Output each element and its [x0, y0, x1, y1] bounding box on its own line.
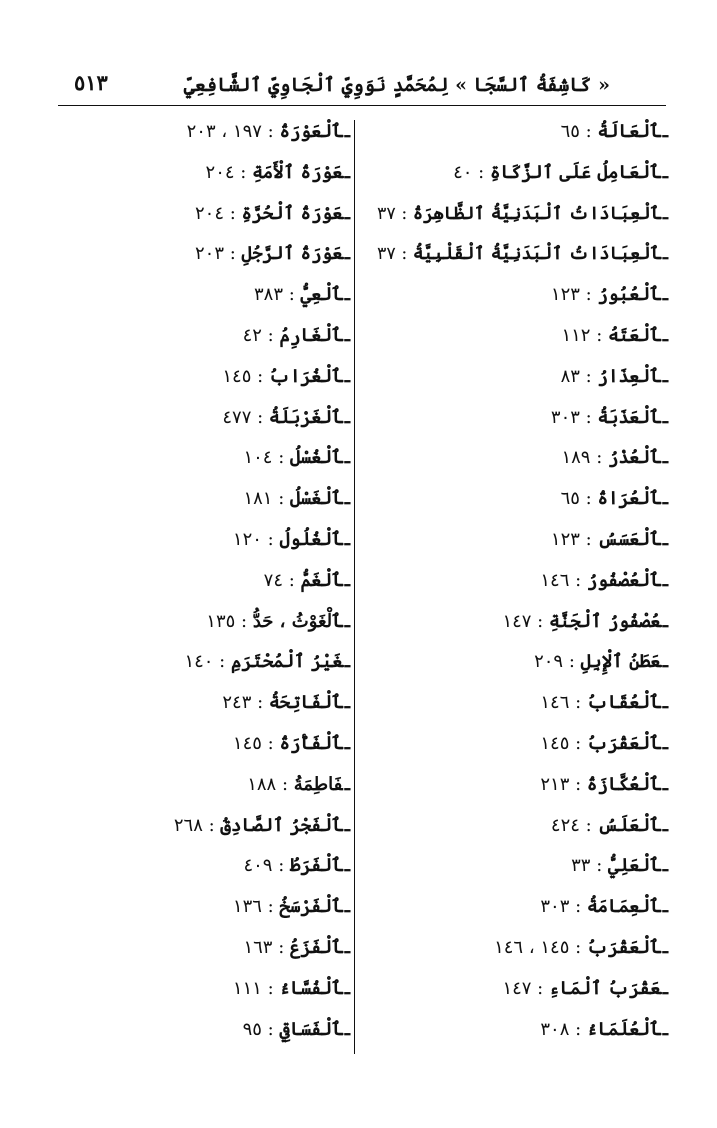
entry-pages: ١٢٣: [550, 528, 580, 550]
index-entry: [170, 479, 350, 520]
entry-term: ٱلْعَلِيُّ: [607, 855, 661, 877]
entry-separator: :: [272, 855, 290, 877]
entry-term: ٱلْعِمَامَةُ: [586, 896, 661, 918]
index-entry: [170, 765, 350, 806]
entry-dash: ـ: [344, 651, 350, 673]
entry-term: ٱلْعِيُّ: [300, 284, 343, 306]
entry-term: ٱلْعَقْرَبُ: [586, 936, 661, 958]
index-entry: [372, 846, 668, 887]
page-number: ٥١٣: [74, 70, 108, 95]
index-entry: [372, 1010, 668, 1051]
index-entry: [372, 112, 668, 153]
entry-term: ٱلْعَامِلُ عَلَى ٱلزَّكَاةِ: [489, 161, 661, 183]
entry-term: ٱلْعُقَابُ: [586, 692, 661, 714]
entry-separator: :: [472, 161, 490, 183]
entry-term: ٱلْعُرَاةُ: [597, 488, 661, 510]
entry-dash: ـ: [344, 161, 350, 183]
entry-pages: ١٢٠: [232, 528, 262, 550]
entry-term: ٱلْعُكَّازَةُ: [586, 773, 661, 795]
entry-pages: ١٢٣: [550, 284, 580, 306]
index-entry: [372, 438, 668, 479]
entry-term: ٱلْفَسَاقِي: [279, 1018, 343, 1040]
entry-pages: ٢٠٣: [194, 243, 224, 265]
entry-dash: ـ: [662, 773, 668, 795]
entry-separator: :: [261, 1018, 280, 1040]
entry-term: ٱلْفَرْسَخُ: [279, 896, 343, 918]
index-entry: [170, 846, 350, 887]
entry-pages: ٢٠٤: [205, 161, 235, 183]
entry-separator: :: [261, 324, 280, 346]
entry-separator: :: [579, 528, 598, 550]
index-entry: [372, 642, 668, 683]
entry-separator: :: [579, 814, 598, 836]
entry-dash: ـ: [662, 324, 668, 346]
entry-dash: ـ: [344, 896, 350, 918]
index-entry: [372, 969, 668, 1010]
entry-pages: ١٠٤: [243, 447, 273, 469]
entry-pages: ١٣٥: [206, 610, 236, 632]
entry-pages: ١٤٦: [540, 692, 570, 714]
index-entry: [170, 357, 350, 398]
index-entry: [372, 316, 668, 357]
entry-pages: ٩٥: [242, 1018, 262, 1040]
entry-term: ٱلْغُسْلُ: [289, 447, 343, 469]
entry-term: ٱلْعَلَسُ: [597, 814, 661, 836]
entry-dash: ـ: [662, 855, 668, 877]
entry-term: عَقْرَبُ ٱلْمَاءِ: [548, 977, 661, 999]
entry-pages: ١٣٦: [232, 896, 262, 918]
entry-term: ٱلْفَاتِحَةُ: [268, 692, 343, 714]
index-entry: [170, 194, 350, 235]
entry-term: ٱلْعَسَسُ: [597, 528, 661, 550]
entry-term: ٱلْغَسْلُ: [289, 488, 343, 510]
entry-term: ٱلْعِبَادَاتُ ٱلْبَدَنِيَّةُ ٱلْقَلْبِيَّةُ: [412, 244, 661, 265]
entry-term: عَوْرَةُ ٱلْأَمَةِ: [252, 161, 343, 183]
entry-separator: :: [579, 406, 598, 428]
entry-term: ٱلْعُبُورُ: [597, 284, 661, 306]
entry-term: ٱلْعُلَمَاءُ: [586, 1018, 661, 1040]
entry-dash: ـ: [662, 447, 668, 469]
entry-separator: :: [569, 569, 587, 591]
entry-pages: ٢٤٣: [222, 692, 252, 714]
index-entry: [170, 683, 350, 724]
entry-dash: ـ: [344, 528, 350, 550]
entry-dash: ـ: [662, 610, 668, 632]
entry-separator: :: [224, 202, 242, 224]
index-entry: [170, 724, 350, 765]
entry-pages: ٧٤: [263, 569, 284, 591]
entry-dash: ـ: [662, 161, 668, 183]
entry-separator: :: [261, 528, 280, 550]
entry-pages: ٣٠٣: [540, 896, 570, 918]
index-entry: [170, 438, 350, 479]
index-entry: [372, 479, 668, 520]
index-entry: [170, 112, 350, 153]
entry-dash: ـ: [344, 243, 350, 265]
entry-term: ٱلْغُرَابُ: [268, 365, 343, 387]
entry-term: ٱلْفَأْرَةُ: [279, 732, 343, 754]
entry-pages: ٣٣: [571, 855, 591, 877]
entry-separator: :: [283, 284, 301, 306]
index-entry: [170, 275, 350, 316]
entry-separator: :: [531, 610, 549, 632]
entry-separator: :: [590, 324, 608, 346]
entry-separator: :: [261, 896, 280, 918]
entry-dash: ـ: [344, 284, 350, 306]
index-entry: [170, 887, 350, 928]
entry-term: ٱلْفَزَعُ: [289, 936, 343, 958]
entry-dash: ـ: [344, 406, 350, 428]
entry-dash: ـ: [344, 814, 350, 836]
entry-pages: ٤٢٤: [550, 814, 580, 836]
index-entry: [372, 724, 668, 765]
index-entry: [372, 275, 668, 316]
entry-separator: :: [395, 244, 413, 265]
entry-pages: ١٨٨: [247, 773, 277, 795]
entry-pages: ١٤٥: [540, 732, 570, 754]
entry-term: ٱلْغَرْبَلَةُ: [268, 406, 343, 428]
entry-separator: :: [251, 406, 269, 428]
entry-dash: ـ: [662, 692, 668, 714]
entry-dash: ـ: [662, 203, 668, 224]
entry-dash: ـ: [344, 773, 350, 795]
entry-dash: ـ: [344, 202, 350, 224]
entry-dash: ـ: [344, 977, 350, 999]
entry-dash: ـ: [344, 324, 350, 346]
entry-separator: :: [569, 896, 587, 918]
entry-separator: :: [272, 447, 290, 469]
entry-dash: ـ: [344, 692, 350, 714]
index-entry: [170, 1010, 350, 1051]
entry-pages: ٤٠٩: [243, 855, 273, 877]
index-entry: [372, 928, 668, 969]
entry-dash: ـ: [344, 610, 350, 632]
entry-separator: :: [579, 365, 598, 387]
entry-separator: :: [579, 488, 598, 510]
index-entry: [170, 153, 350, 194]
entry-separator: :: [283, 569, 301, 591]
entry-pages: ١٤٥ ، ١٤٦: [494, 936, 570, 958]
entry-separator: :: [569, 773, 587, 795]
entry-pages: ٣٧: [376, 244, 396, 265]
entry-dash: ـ: [344, 447, 350, 469]
index-entry: [372, 561, 668, 602]
entry-pages: ٢٠٤: [194, 202, 224, 224]
index-entry: [170, 602, 350, 643]
entry-separator: :: [579, 121, 598, 142]
entry-separator: :: [224, 243, 242, 265]
index-entry: [372, 806, 668, 847]
entry-separator: :: [251, 365, 269, 387]
entry-pages: ١١٢: [561, 324, 591, 346]
entry-pages: ٤٢: [242, 324, 262, 346]
index-entry: [170, 234, 350, 275]
entry-separator: :: [569, 692, 587, 714]
index-entry: [170, 398, 350, 439]
entry-dash: ـ: [344, 488, 350, 510]
entry-separator: :: [261, 732, 280, 754]
entry-pages: ٢١٣: [540, 773, 570, 795]
entry-term: غَيْرُ ٱلْمُحْتَرَمِ: [230, 651, 343, 673]
entry-term: ٱلْعَقْرَبُ: [586, 732, 661, 754]
entry-term: ٱلْعِبَادَاتُ ٱلْبَدَنِيَّةُ ٱلظَّاهِرَةُ: [412, 203, 661, 224]
entry-separator: :: [235, 610, 253, 632]
entry-dash: ـ: [662, 896, 668, 918]
entry-dash: ـ: [344, 365, 350, 387]
entry-term: ٱلْعِذَارُ: [597, 365, 661, 387]
entry-pages: ٢٦٨: [173, 814, 203, 836]
entry-term: ٱلْعُذْرُ: [607, 447, 661, 469]
entry-pages: ٤٠: [453, 161, 473, 183]
entry-pages: ١٨١: [243, 488, 273, 510]
entry-term: ٱلْعَتَهُ: [607, 324, 661, 346]
entry-pages: ١٤٥: [222, 365, 252, 387]
entry-pages: ١٤٦: [540, 569, 570, 591]
entry-term: ٱلْغَمُّ: [300, 569, 343, 591]
index-entry: [372, 520, 668, 561]
entry-dash: ـ: [662, 365, 668, 387]
entry-term: ٱلْعَالَةُ: [597, 121, 661, 142]
entry-pages: ١٤٠: [184, 651, 214, 673]
entry-dash: ـ: [662, 284, 668, 306]
entry-term: ٱلْغَوْثُ ، حَدُّ: [252, 610, 343, 632]
entry-pages: ٦٥: [560, 121, 580, 142]
entry-term: ٱلْفُسَّاءُ: [279, 977, 343, 999]
index-entry: [170, 969, 350, 1010]
entry-pages: ١٤٧: [502, 977, 532, 999]
index-entry: [372, 765, 668, 806]
entry-separator: :: [531, 977, 549, 999]
entry-term: ٱلْعَوْرَةُ: [279, 121, 343, 142]
entry-dash: ـ: [662, 569, 668, 591]
column-divider: [354, 120, 355, 1054]
entry-pages: ٤٧٧: [222, 406, 252, 428]
index-entry: [170, 316, 350, 357]
running-header-title: « كَاشِفَةُ ٱلسَّجَا » لِمُحَمَّدٍ نَوَوِيِّ ٱلْجَاوِيِّ ٱلشَّافِعِيِّ: [183, 74, 610, 96]
entry-term: ٱلْعَذَبَةُ: [597, 406, 661, 428]
entry-term: ٱلْغَارِمُ: [279, 324, 343, 346]
index-entry: [372, 357, 668, 398]
index-entry: [170, 806, 350, 847]
entry-dash: ـ: [662, 488, 668, 510]
entry-pages: ٣٨٣: [254, 284, 284, 306]
entry-pages: ٦٥: [560, 488, 580, 510]
entry-term: عَوْرَةُ ٱلرَّجُلِ: [241, 243, 343, 265]
entry-term: ٱلْعُصْفُورُ: [586, 569, 661, 591]
entry-separator: :: [569, 732, 587, 754]
index-entry: [372, 683, 668, 724]
entry-pages: ٣٠٣: [550, 406, 580, 428]
entry-term: ٱلْفَرَطُ: [289, 855, 343, 877]
entry-separator: :: [261, 977, 280, 999]
entry-dash: ـ: [662, 121, 668, 142]
index-entry: [170, 561, 350, 602]
entry-separator: :: [234, 161, 253, 183]
index-entry: [372, 194, 668, 235]
entry-separator: :: [272, 488, 290, 510]
entry-dash: ـ: [344, 1018, 350, 1040]
entry-term: فَاطِمَةُ: [293, 773, 343, 795]
entry-dash: ـ: [662, 528, 668, 550]
entry-pages: ١٨٩: [561, 447, 591, 469]
entry-separator: :: [251, 692, 269, 714]
entry-separator: :: [202, 814, 221, 836]
entry-dash: ـ: [662, 732, 668, 754]
entry-separator: :: [213, 651, 231, 673]
header-rule: [58, 105, 666, 106]
entry-dash: ـ: [662, 651, 668, 673]
index-entry: [372, 153, 668, 194]
entry-dash: ـ: [344, 121, 350, 142]
index-entry: [372, 398, 668, 439]
entry-dash: ـ: [662, 1018, 668, 1040]
entry-separator: :: [579, 284, 598, 306]
entry-pages: ٣٠٨: [540, 1018, 570, 1040]
entry-pages: ١٤٥: [232, 732, 262, 754]
entry-dash: ـ: [662, 406, 668, 428]
entry-term: عُصْفُورُ ٱلْجَنَّةِ: [548, 610, 661, 632]
entry-term: عَطَنُ ٱلْإِبِلِ: [580, 651, 661, 673]
entry-dash: ـ: [662, 814, 668, 836]
entry-dash: ـ: [344, 732, 350, 754]
index-entry: [170, 642, 350, 683]
index-entry: [170, 520, 350, 561]
entry-dash: ـ: [662, 936, 668, 958]
entry-separator: :: [261, 121, 280, 142]
entry-separator: :: [272, 936, 290, 958]
entry-term: ٱلْغُلُولُ: [279, 528, 343, 550]
index-column-right: [372, 112, 668, 1050]
entry-separator: :: [276, 773, 294, 795]
index-entry: [372, 887, 668, 928]
entry-separator: :: [395, 203, 413, 224]
entry-pages: ١٦٣: [243, 936, 273, 958]
entry-dash: ـ: [344, 569, 350, 591]
index-entry: [372, 602, 668, 643]
entry-pages: ١٤٧: [502, 610, 532, 632]
index-entry: [372, 234, 668, 275]
entry-pages: ١١١: [232, 977, 262, 999]
entry-separator: :: [563, 651, 581, 673]
entry-dash: ـ: [662, 244, 668, 265]
entry-pages: ٨٣: [560, 365, 580, 387]
entry-separator: :: [569, 936, 587, 958]
entry-term: ٱلْفَجْرُ ٱلصَّادِقُ: [220, 814, 343, 836]
entry-pages: ١٩٧ ، ٢٠٣: [186, 121, 262, 142]
entry-separator: :: [569, 1018, 587, 1040]
entry-dash: ـ: [662, 977, 668, 999]
entry-term: عَوْرَةُ ٱلْحُرَّةِ: [241, 202, 343, 224]
entry-pages: ٣٧: [376, 203, 396, 224]
entry-separator: :: [590, 855, 608, 877]
entry-pages: ٢٠٩: [534, 651, 564, 673]
index-entry: [170, 928, 350, 969]
entry-separator: :: [590, 447, 608, 469]
entry-dash: ـ: [344, 855, 350, 877]
entry-dash: ـ: [344, 936, 350, 958]
index-column-left: [170, 112, 350, 1050]
